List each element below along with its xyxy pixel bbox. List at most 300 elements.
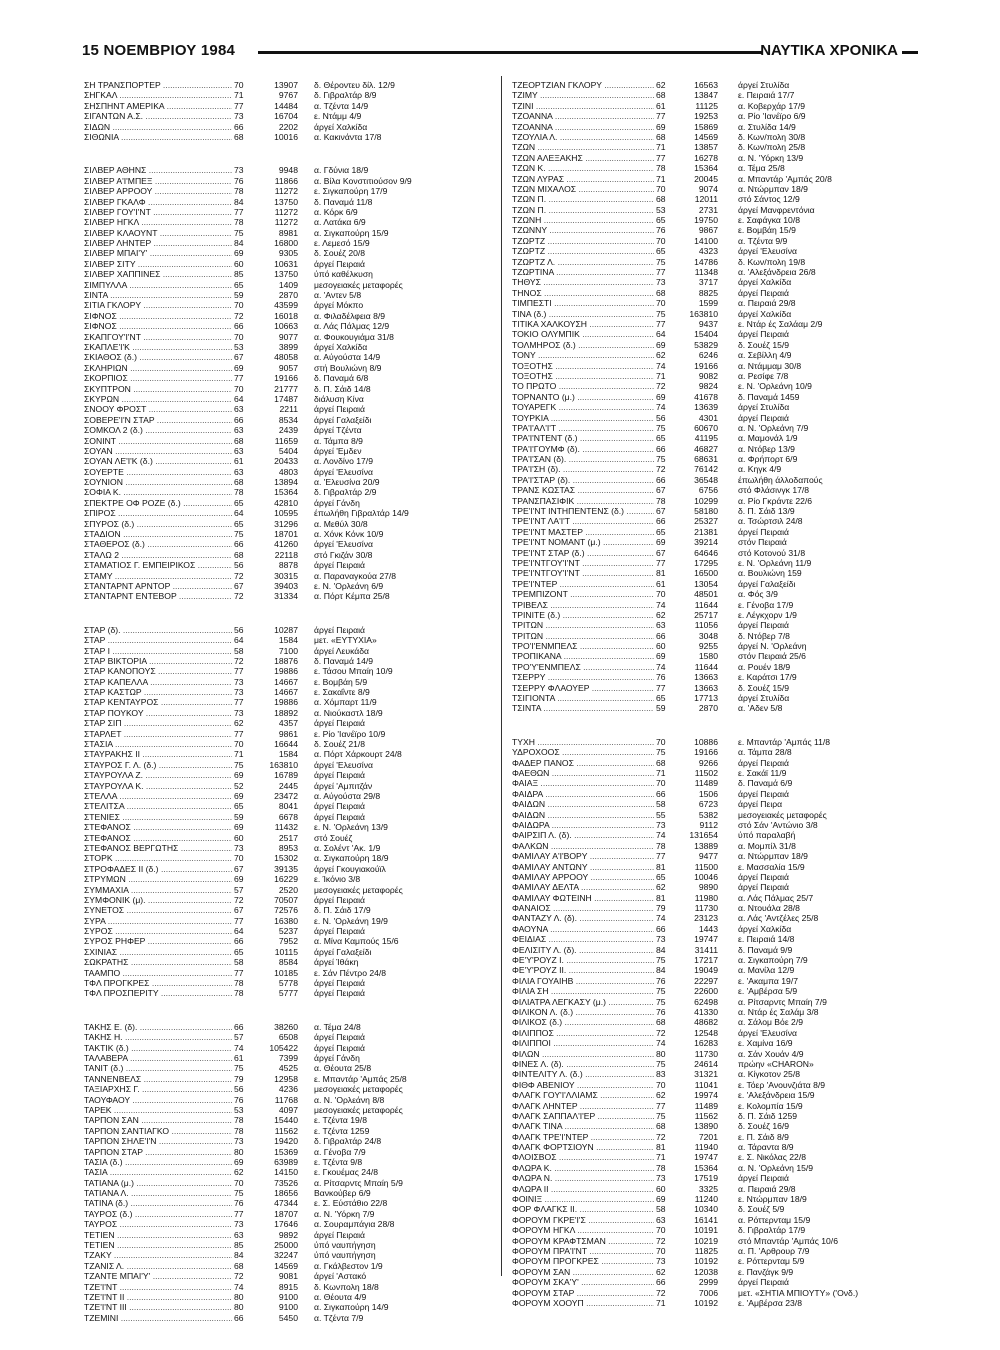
position-status: ε. Λεμεσό 15/9 (314, 238, 370, 249)
build-year: 66 (232, 539, 250, 549)
ship-row (84, 1084, 504, 1094)
build-year: 61 (232, 1053, 250, 1063)
ship-name: ΦΟΡΟΥΜ ΠΡΟΓΚΡΕΣ ..... (512, 1256, 660, 1266)
tonnage: 19886 (274, 697, 298, 708)
position-status: ε. Σ. Εύστάθιο 22/8 (314, 1198, 388, 1209)
tonnage: 8584 (278, 957, 298, 968)
build-year: 71 (232, 90, 250, 100)
ship-row (512, 371, 932, 381)
position-status: στόν Πειραιά (738, 537, 787, 548)
build-year: 69 (232, 791, 250, 801)
build-year: 71 (654, 1298, 672, 1308)
tonnage: 9948 (278, 165, 298, 176)
ship-row (84, 332, 504, 342)
tonnage: 4301 (698, 412, 718, 423)
build-year: 84 (232, 1250, 250, 1260)
build-year: 73 (232, 677, 250, 687)
build-year: 59 (232, 290, 250, 300)
ship-name: ΤΖΑΝΙΣ Λ. ..... (84, 1261, 244, 1271)
build-year: 62 (654, 80, 672, 90)
ship-row (512, 945, 932, 955)
position-status: άργεί Γάνδη (314, 1052, 360, 1063)
ship-name: ΤΡΑΝΣΠΑΣΙΦΙΚ ..... (512, 496, 660, 506)
tonnage: 14667 (274, 676, 298, 687)
position-status: άργεί Ίθάκη (314, 957, 359, 968)
ship-row (84, 498, 504, 508)
position-status: α. Σιγκαπούρη 14/9 (314, 1302, 389, 1313)
position-status: ε. Μασσαλία 15/9 (738, 861, 805, 872)
ship-row (84, 697, 504, 707)
ship-name: ΣΤΑΡ ΚΑΣΤΩΡ ..... (84, 687, 244, 697)
ship-name: ΣΤΕΦΑΝΟΣ ..... (84, 833, 244, 843)
build-year: 64 (232, 394, 250, 404)
ship-name: ΤΑΡΠΟΝ ΣΑΝΤΙΑΓΚΟ ..... (84, 1126, 244, 1136)
ship-row (512, 631, 932, 641)
build-year: 65 (232, 801, 250, 811)
tonnage: 10192 (694, 1256, 718, 1267)
ship-row (512, 1090, 932, 1100)
tonnage: 22297 (694, 975, 718, 986)
ship-name: ΣΙΛΒΕΡ ΓΚΑΛΦ ..... (84, 197, 244, 207)
ship-row (84, 1188, 504, 1198)
ship-row (512, 1236, 932, 1246)
ship-row (84, 280, 504, 290)
position-status: ε. Ν. 'Ορλεάνη 6/9 (314, 580, 384, 591)
build-year: 75 (654, 423, 672, 433)
build-year: 68 (654, 132, 672, 142)
tonnage: 16141 (694, 1214, 718, 1225)
ship-name: ΦΛΟΙΣΒΟΣ ..... (512, 1152, 660, 1162)
ship-row (84, 1136, 504, 1146)
tonnage: 11432 (274, 822, 298, 833)
build-year: 66 (232, 122, 250, 132)
position-status: α. Αύγούστα 14/9 (314, 352, 381, 363)
build-year: 78 (232, 487, 250, 497)
build-year: 66 (654, 631, 672, 641)
position-status: ύπό ναυπήγηση (314, 1240, 376, 1251)
tonnage: 5778 (278, 978, 298, 989)
position-status: ε. Κολομπία 15/9 (738, 1100, 803, 1111)
position-status: α. Μίνα Καμπούς 15/6 (314, 936, 399, 947)
tonnage: 17713 (694, 693, 718, 704)
ship-row (84, 781, 504, 791)
position-status: α. Τάμπα 28/8 (738, 747, 792, 758)
ship-row (84, 1063, 504, 1073)
tonnage: 10595 (274, 508, 298, 519)
tonnage: 7100 (278, 645, 298, 656)
ship-row (512, 799, 932, 809)
ship-row (84, 1313, 504, 1323)
ship-name: ΦΙΝΕΣ Λ. (δ). ..... (512, 1059, 660, 1069)
ship-row (84, 539, 504, 549)
ship-row (512, 433, 932, 443)
ship-name: ΣΤΑΘΕΡΟΣ (δ.) ..... (84, 539, 244, 549)
ship-row (84, 905, 504, 915)
ship-name: ΣΥΡΟΣ ΡΗΦΕΡ ..... (84, 936, 244, 946)
tonnage: 19166 (274, 373, 298, 384)
position-status: α. Τέμα 24/8 (314, 1021, 361, 1032)
ship-row (84, 1178, 504, 1188)
ship-name: ΣΤΡΥΜΩΝ ..... (84, 874, 244, 884)
ship-name: ΦΙΛΩΝ ..... (512, 1049, 660, 1059)
ship-row (84, 1147, 504, 1157)
ship-name: ΦΑΛΚΩΝ ..... (512, 841, 660, 851)
ship-name: ΤΖΩΝ Π. ..... (512, 194, 660, 204)
ship-name: ΤΑΡΕΚ ..... (84, 1105, 244, 1115)
tonnage: 25327 (694, 516, 718, 527)
build-year: 73 (232, 165, 250, 175)
build-year: 75 (654, 1059, 672, 1069)
build-year: 70 (654, 184, 672, 194)
position-status: ε. Σάν Πέντρο 24/8 (314, 967, 387, 978)
tonnage: 5777 (278, 988, 298, 999)
build-year: 70 (232, 1178, 250, 1188)
issue-date: 15 ΝΟΕΜΒΡΙΟΥ 1984 (82, 42, 236, 59)
ship-name: ΣΟΥΑΝ ΛΕ'Ι'Κ (δ.) ..... (84, 456, 244, 466)
position-status: ε. Βομβάη 5/9 (314, 676, 368, 687)
position-status: άργεί Πειραιά (314, 801, 365, 812)
ship-name: ΤΡΙΒΕΛΣ ..... (512, 600, 660, 610)
position-status: δ. Σουέζ 21/8 (314, 739, 366, 750)
tonnage: 13663 (694, 672, 718, 683)
position-status: α. Μανίλα 12/9 (738, 965, 795, 976)
position-status: άργεί Πειραιά (314, 1042, 365, 1053)
ship-name: ΤΑΟΥΦΑΟΥ ..... (84, 1095, 244, 1105)
ship-row (84, 874, 504, 884)
ship-row (512, 747, 932, 757)
ship-name: ΦΕΙΔΙΑΣ ..... (512, 934, 660, 944)
tonnage: 13750 (274, 196, 298, 207)
build-year: 60 (232, 833, 250, 843)
position-status: α. Ν. 'Ορλεάνη 15/9 (738, 1162, 814, 1173)
ship-row (512, 329, 932, 339)
build-year: 77 (232, 916, 250, 926)
tonnage: 60670 (694, 422, 718, 433)
position-status: α. Ρίτσαρντς Μπαίη 5/9 (314, 1177, 403, 1188)
build-year: 57 (232, 885, 250, 895)
tonnage: 12011 (694, 194, 718, 205)
header-rule-tail (902, 51, 918, 54)
ship-row (512, 153, 932, 163)
position-status: α. Κίγκοτον 25/8 (738, 1069, 800, 1080)
position-status: ε. Πειραιά 17/7 (738, 90, 795, 101)
tonnage: 10192 (694, 1297, 718, 1308)
position-status: α. Π. 'Αρθρουρ 7/9 (738, 1245, 810, 1256)
ship-name: ΤΡΑ'Ι'ΓΟΥΜΦ (δ). ..... (512, 444, 660, 454)
ship-name: ΥΔΡΟΧΟΟΣ ..... (512, 747, 660, 757)
build-year: 78 (232, 186, 250, 196)
ship-row (84, 770, 504, 780)
ship-row (512, 1007, 932, 1017)
tonnage: 48058 (274, 352, 298, 363)
ship-row (512, 820, 932, 830)
ship-name: ΤΡΑ'Ι'ΣΑΝ (δ). ..... (512, 454, 660, 464)
ship-row (512, 579, 932, 589)
ship-row (512, 841, 932, 851)
position-status: α. Ντουάλα 28/8 (738, 903, 800, 914)
ship-name: ΣΝΟΟΥ ΦΡΟΣΤ ..... (84, 404, 244, 414)
tonnage: 10219 (694, 1235, 718, 1246)
build-year: 78 (654, 841, 672, 851)
ship-name: ΣΤΑΜΑΤΙΟΣ Γ. ΕΜΠΕΙΡΙΚΟΣ ..... (84, 560, 244, 570)
ship-name: ΣΟΥΝΙΟΝ ..... (84, 477, 244, 487)
position-status: άργεί Χαλκίδα (738, 308, 792, 319)
tonnage: 16704 (274, 111, 298, 122)
ship-row (84, 132, 504, 142)
position-status: α. Ρίο 'Ιανέϊρο 6/9 (738, 111, 806, 122)
build-year: 77 (654, 683, 672, 693)
ship-name: ΤΖΕΟΡΤΖΙΑΝ ΓΚΛΟΡΥ ..... (512, 80, 660, 90)
ship-row (512, 1277, 932, 1287)
ship-row (84, 228, 504, 238)
ship-name: ΣΥΝΕΤΟΣ ..... (84, 905, 244, 915)
tonnage: 1584 (278, 635, 298, 646)
position-status: ε. Ν. 'Ορλεάνη 11/9 (738, 557, 812, 568)
ship-name: ΦΛΑΓΚ ΛΗΝΤΕΡ ..... (512, 1101, 660, 1111)
ship-row (84, 363, 504, 373)
ship-row (512, 882, 932, 892)
ship-name: ΦΟΙΝΙΞ ..... (512, 1194, 660, 1204)
ship-row (512, 558, 932, 568)
tonnage: 63989 (274, 1156, 298, 1167)
position-status: ε. 'Αμβέρσα 23/8 (738, 1297, 802, 1308)
ship-row (84, 352, 504, 362)
position-status: δ. Π. Σάιδ 1259 (738, 1110, 798, 1121)
tonnage: 14667 (274, 687, 298, 698)
build-year: 78 (232, 978, 250, 988)
position-status: στή Βουλιώνη 8/9 (314, 362, 382, 373)
position-status: άργεί Πειραιά (738, 526, 789, 537)
ship-name: ΤΡΑΝΣ ΚΩΣΤΑΣ ..... (512, 485, 660, 495)
build-year: 69 (232, 770, 250, 780)
position-status: ε. Ντάμμ 4/9 (314, 111, 362, 122)
ship-name: ΣΤΑΡ ΒΙΚΤΟΡΙΑ ..... (84, 656, 244, 666)
build-year: 77 (654, 319, 672, 329)
build-year: 72 (232, 656, 250, 666)
position-status: δ. Παναμά 6/8 (314, 373, 369, 384)
tonnage: 5382 (698, 809, 718, 820)
position-status: άργεί Χαλκίδα (738, 923, 792, 934)
position-status: άργεί Γαλαξείδι (314, 414, 372, 425)
position-status: ε. Σακάϊ 11/9 (738, 768, 787, 778)
ship-row (512, 810, 932, 820)
tonnage: 41330 (694, 1006, 718, 1017)
position-status: δ. Σουέζ 20/8 (314, 248, 366, 259)
tonnage: 105422 (269, 1042, 298, 1053)
position-status: ε. 'Αλεξάνδρεια 15/9 (738, 1090, 815, 1101)
tonnage: 8825 (698, 287, 718, 298)
tonnage: 9074 (698, 183, 718, 194)
position-status: στό Μπαντάρ 'Αμπάς 10/6 (738, 1235, 838, 1246)
ship-row (512, 516, 932, 526)
tonnage: 14569 (274, 1260, 298, 1271)
tonnage: 15869 (694, 121, 718, 132)
ship-name: ΤΟΥΑΡΕΓΚ ..... (512, 402, 660, 412)
build-year: 70 (654, 298, 672, 308)
position-status: δ. Γιβραλτάρ 24/8 (314, 1136, 382, 1147)
build-year: 68 (654, 758, 672, 768)
ship-row (512, 997, 932, 1007)
build-year: 84 (654, 945, 672, 955)
tonnage: 72576 (274, 905, 298, 916)
position-status: α. Σιγκαπούρη 18/9 (314, 853, 389, 864)
ship-row (512, 1288, 932, 1298)
ship-row (512, 662, 932, 672)
ship-name: ΦΟΡ ΦΛΑΓΚΣ ΙΙ. ..... (512, 1204, 660, 1214)
position-status: α. Τσώρτσιλ 24/8 (738, 516, 803, 527)
position-status: α. Τζέντα 7/9 (314, 1312, 364, 1323)
tonnage: 131654 (689, 830, 718, 841)
tonnage: 2211 (279, 404, 298, 415)
position-status: ε. Πανζάγκ 9/9 (738, 1266, 794, 1277)
ship-row (84, 1043, 504, 1053)
tonnage: 22600 (694, 986, 718, 997)
tonnage: 3717 (698, 277, 718, 288)
position-status: δ. Γιβραλτάρ 8/9 (314, 90, 377, 101)
ship-row (512, 758, 932, 768)
tonnage: 10340 (694, 1204, 718, 1215)
ship-row (84, 760, 504, 770)
tonnage: 11940 (694, 1142, 718, 1153)
ship-name: ΤΖΟΥΛΙΑ Λ. ..... (512, 132, 660, 142)
position-status: α. Μεθύλ 30/8 (314, 518, 368, 529)
build-year: 72 (654, 1288, 672, 1298)
ship-row (512, 288, 932, 298)
tonnage: 11272 (274, 217, 298, 228)
position-status: ε. Ν. 'Ορλεάνη 13/9 (314, 822, 388, 833)
tonnage: 41195 (694, 433, 718, 444)
ship-name: ΤΡΙΝΙΤΕ (δ.) ..... (512, 610, 660, 620)
tonnage: 163810 (269, 759, 298, 770)
ship-row (512, 768, 932, 778)
ship-name: ΣΚΙΑΘΟΣ (δ.) ..... (84, 352, 244, 362)
ship-name: ΤΖΩΝ ΜΙΧΑΛΟΣ ..... (512, 184, 660, 194)
build-year: 62 (654, 1267, 672, 1277)
tonnage: 4236 (278, 1084, 298, 1095)
tonnage: 7006 (698, 1287, 718, 1298)
build-year: 63 (232, 425, 250, 435)
ship-name: ΤΡΑ'Ι'ΑΛ'Ι'Τ ..... (512, 423, 660, 433)
build-year: 67 (654, 506, 672, 516)
ship-row (84, 646, 504, 656)
position-status: μετ. «ΕΥΤΥΧΙΑ» (314, 635, 377, 646)
build-year: 69 (654, 122, 672, 132)
build-year: 69 (232, 822, 250, 832)
build-year: 69 (654, 392, 672, 402)
position-status: α. Ν. 'Ορλεάνη 8/8 (314, 1094, 385, 1105)
position-status: άργεί Ν. 'Ορλεάνη (738, 641, 807, 652)
ship-row (512, 893, 932, 903)
position-status: άργεί Στυλίδα (738, 402, 790, 413)
ship-name: ΣΠΥΡΟΣ (δ.) ..... (84, 519, 244, 529)
position-status: ε. Τζέντα 19/8 (314, 1115, 367, 1126)
build-year: 68 (654, 288, 672, 298)
ship-name: ΣΤΑΔΙΟΝ ..... (84, 529, 244, 539)
build-year: 77 (654, 558, 672, 568)
build-year: 77 (232, 373, 250, 383)
tonnage: 15364 (274, 487, 298, 498)
build-year: 77 (654, 851, 672, 861)
ship-name: ΤΡΑ'Ι'ΣΤΑΡ (δ). ..... (512, 475, 660, 485)
ship-row (84, 394, 504, 404)
ship-name: ΦΑΟΥΝΑ ..... (512, 924, 660, 934)
section-gap (84, 999, 504, 1022)
build-year: 77 (232, 697, 250, 707)
position-status: ε. Σ. Νικόλας 22/8 (738, 1152, 807, 1163)
position-status: δ. Παναμά 9/9 (738, 944, 793, 955)
ship-row (84, 425, 504, 435)
tonnage: 6678 (278, 811, 298, 822)
build-year: 65 (232, 519, 250, 529)
build-year: 75 (654, 309, 672, 319)
position-status: δ. Κων/πολη 25/8 (738, 142, 806, 153)
tonnage: 12038 (694, 1266, 718, 1277)
build-year: 70 (232, 739, 250, 749)
build-year: 53 (232, 342, 250, 352)
ship-name: ΣΤΑΡ ΚΕΝΤΑΥΡΟΣ ..... (84, 697, 244, 707)
ship-name: ΦΛΩΡΑ ΙΙ ..... (512, 1184, 660, 1194)
ship-name: ΤΕΤΙΕΝ ..... (84, 1230, 244, 1240)
tonnage: 25000 (274, 1240, 298, 1251)
ship-row (512, 1173, 932, 1183)
tonnage: 17295 (694, 557, 718, 568)
ship-name: ΤΑΤΙΑΝΑ Λ. ..... (84, 1188, 244, 1198)
build-year: 68 (232, 550, 250, 560)
ship-name: ΦΟΡΟΥΜ ΠΡΑ'Ι'ΝΤ ..... (512, 1246, 660, 1256)
position-status: άργεί Πειρα (738, 799, 783, 810)
ship-row (84, 801, 504, 811)
tonnage: 12958 (274, 1073, 298, 1084)
build-year: 75 (654, 997, 672, 1007)
ship-name: ΤΣΙΓΙΟΝΤΑ ..... (512, 693, 660, 703)
position-status: άργεί 'Ελευσίνα (314, 759, 373, 770)
ship-name: ΤΑΤΙΑΝΑ (μ.) ..... (84, 1178, 244, 1188)
build-year: 75 (654, 955, 672, 965)
position-status: άργεί Πειραιά (314, 894, 365, 905)
ship-row (84, 936, 504, 946)
ship-name: ΦΟΡΟΥΜ ΣΑΝ ..... (512, 1267, 660, 1277)
position-status: α. Τέμα 25/8 (738, 163, 785, 174)
tonnage: 12548 (694, 1027, 718, 1038)
position-status: ε. Ίκόνιο 3/8 (314, 874, 361, 885)
ship-name: ΤΑΥΡΟΣ ..... (84, 1219, 244, 1229)
build-year: 74 (654, 1038, 672, 1048)
tonnage: 11644 (694, 599, 718, 610)
position-status: α. Χόνκ Κόνκ 10/9 (314, 529, 384, 540)
tonnage: 2999 (698, 1277, 718, 1288)
build-year: 72 (232, 571, 250, 581)
ship-name: ΤΑΡΠΟΝ ΣΤΑΡ ..... (84, 1147, 244, 1157)
position-status: άργεί Πειραιά (738, 757, 789, 768)
ship-row (84, 957, 504, 967)
position-status: α. Μπαντάρ 'Αμπάς 20/8 (738, 173, 832, 184)
ship-row (512, 485, 932, 495)
ship-name: ΦΙΛΙΠΠΟΣ ..... (512, 1028, 660, 1038)
ship-name: ΣΥΜΜΑΧΙΑ ..... (84, 885, 244, 895)
tonnage: 15440 (274, 1115, 298, 1126)
tonnage: 64646 (694, 547, 718, 558)
build-year: 70 (654, 1225, 672, 1235)
build-year: 85 (232, 1240, 250, 1250)
build-year: 78 (232, 1126, 250, 1136)
position-status: ε. Ντάρ ές Σαλάαμ 2/9 (738, 318, 823, 329)
tonnage: 9057 (278, 362, 298, 373)
ship-name: ΣΙΦΝΟΣ ..... (84, 311, 244, 321)
ship-row (512, 1132, 932, 1142)
ship-name: ΣΟΒΕΡΕ'Ι'Ν ΣΤΑΡ ..... (84, 415, 244, 425)
build-year: 64 (232, 635, 250, 645)
tonnage: 19750 (694, 215, 718, 226)
